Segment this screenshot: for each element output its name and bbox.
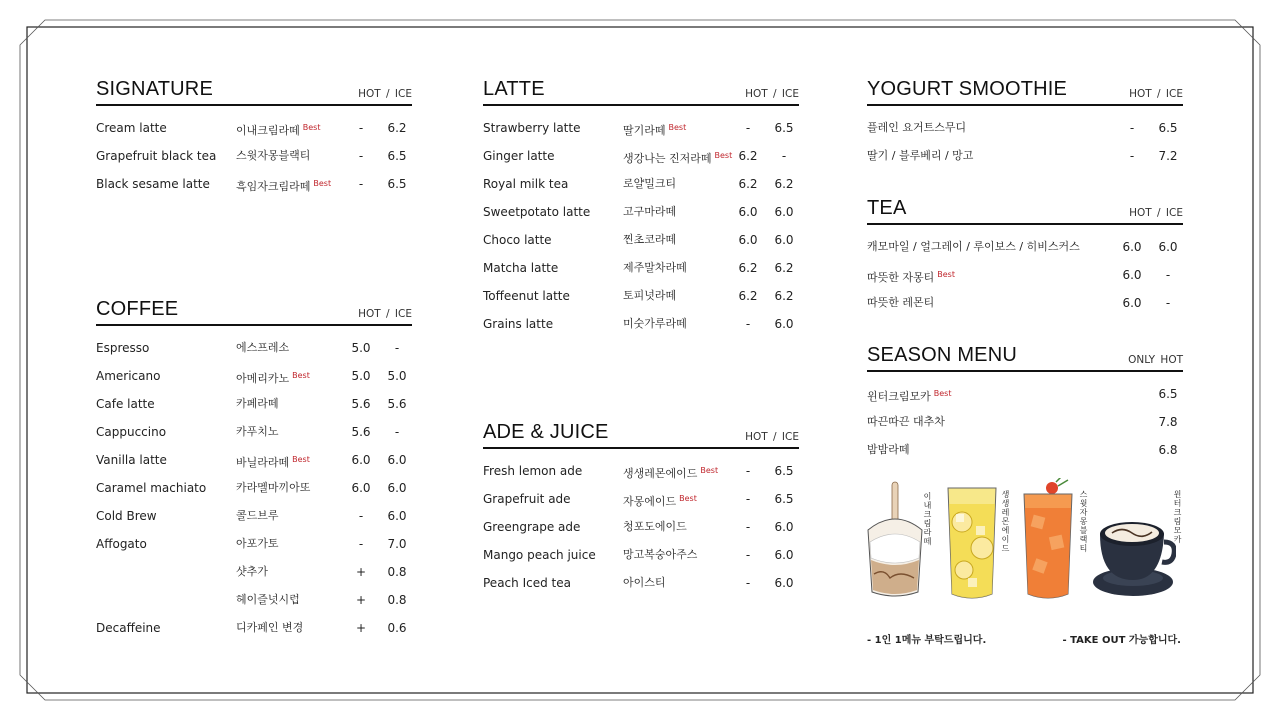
item-price: 7.8 xyxy=(1158,415,1178,429)
item-name-en: Mango peach juice xyxy=(483,548,596,562)
menu-row xyxy=(483,573,799,601)
item-name-en: Caramel machiato xyxy=(96,481,207,495)
item-name-en: Cold Brew xyxy=(96,509,157,523)
item-price-ice: 0.8 xyxy=(387,565,407,579)
item-name-ko-text: 아메리카노 xyxy=(236,372,290,385)
item-name-ko xyxy=(623,260,687,276)
item-name-ko xyxy=(867,267,955,286)
item-name-ko-text: 토피넛라떼 xyxy=(623,289,677,302)
item-price-ice: 6.0 xyxy=(774,576,794,590)
item-price-ice: 5.0 xyxy=(387,369,407,383)
menu-row xyxy=(483,517,799,545)
menu-list xyxy=(867,118,1183,174)
menu-row xyxy=(96,146,412,174)
menu-row xyxy=(96,118,412,146)
item-price-hot: - xyxy=(745,121,751,135)
item-name-ko-text: 따뜻한 자몽티 xyxy=(867,271,935,284)
item-name-ko xyxy=(623,547,697,563)
item-price-ice: - xyxy=(1165,296,1171,310)
item-name-ko xyxy=(236,368,310,387)
item-price-ice: 7.2 xyxy=(1158,149,1178,163)
item-price-ice: 6.0 xyxy=(1158,240,1178,254)
item-name-ko xyxy=(867,442,910,458)
item-name-en: Matcha latte xyxy=(483,261,559,275)
item-name-en: Cappuccino xyxy=(96,425,167,439)
item-price: 6.8 xyxy=(1158,443,1178,457)
item-name-ko xyxy=(867,239,1080,255)
season-header xyxy=(867,344,1183,372)
item-price-hot: + xyxy=(355,593,367,607)
item-price-hot: 6.0 xyxy=(351,453,371,467)
item-name-en: Decaffeine xyxy=(96,621,161,635)
best-badge: Best xyxy=(714,151,733,160)
item-name-ko xyxy=(623,491,697,510)
item-name-ko-text: 스윗자몽블랙티 xyxy=(236,149,311,162)
illustration-label: 윈터크림모카 xyxy=(1173,490,1182,544)
item-name-ko xyxy=(236,620,303,636)
item-name-ko xyxy=(867,414,945,430)
item-price: 6.5 xyxy=(1158,387,1178,401)
section-title: COFFEE xyxy=(96,298,179,320)
menu-row xyxy=(96,338,412,366)
item-price-hot: - xyxy=(358,121,364,135)
best-badge: Best xyxy=(937,270,955,279)
menu-row xyxy=(96,506,412,534)
item-price-hot: 6.2 xyxy=(738,289,758,303)
item-name-ko xyxy=(623,519,687,535)
item-name-en: Americano xyxy=(96,369,161,383)
temp-legend: HOT / ICE xyxy=(358,88,412,100)
item-name-ko-text: 자몽에이드 xyxy=(623,495,677,508)
menu-row xyxy=(867,293,1183,321)
item-price-ice: - xyxy=(781,149,787,163)
tea-section xyxy=(867,197,1183,321)
item-name-ko xyxy=(623,575,666,591)
menu-row xyxy=(96,394,412,422)
menu-row xyxy=(483,118,799,146)
item-name-ko xyxy=(867,386,951,405)
menu-row xyxy=(96,618,412,646)
menu-row xyxy=(96,174,412,202)
item-name-ko xyxy=(236,396,279,412)
item-price-ice: 0.8 xyxy=(387,593,407,607)
item-name-en: Toffeenut latte xyxy=(483,289,570,303)
illustration-label: 이내크림라떼 xyxy=(923,492,932,546)
item-name-ko-text: 캐모마일 / 얼그레이 / 루이보스 / 히비스커스 xyxy=(867,240,1080,253)
section-title: SEASON MENU xyxy=(867,344,1018,366)
tea-header xyxy=(867,197,1183,225)
item-name-en: Peach Iced tea xyxy=(483,576,571,590)
item-name-ko xyxy=(867,148,973,164)
menu-row xyxy=(96,562,412,590)
item-name-en: Black sesame latte xyxy=(96,177,210,191)
item-name-en: Cream latte xyxy=(96,121,167,135)
item-price-hot: - xyxy=(358,149,364,163)
item-name-ko xyxy=(236,564,268,580)
item-price-hot: - xyxy=(745,464,751,478)
item-name-en: Cafe latte xyxy=(96,397,155,411)
item-price-ice: 6.0 xyxy=(387,453,407,467)
item-price-hot: - xyxy=(745,520,751,534)
item-name-en: Greengrape ade xyxy=(483,520,581,534)
item-name-ko-text: 고구마라떼 xyxy=(623,205,677,218)
item-name-ko-text: 디카페인 변경 xyxy=(236,621,304,634)
menu-row xyxy=(96,366,412,394)
item-name-ko-text: 딸기 / 블루베리 / 망고 xyxy=(867,149,974,162)
item-name-ko-text: 바닐라라떼 xyxy=(236,456,290,469)
season-menu-section xyxy=(867,344,1183,468)
item-name-ko-text: 흑임자크림라떼 xyxy=(236,180,311,193)
item-name-ko-text: 미숫가루라떼 xyxy=(623,317,687,330)
item-name-en: Fresh lemon ade xyxy=(483,464,583,478)
item-price-ice: 6.0 xyxy=(774,317,794,331)
menu-list xyxy=(96,118,412,202)
item-price-ice: 6.2 xyxy=(387,121,407,135)
item-price-hot: + xyxy=(355,565,367,579)
item-price-hot: 6.0 xyxy=(1122,296,1142,310)
section-title: YOGURT SMOOTHIE xyxy=(867,78,1068,100)
item-price-hot: + xyxy=(355,621,367,635)
best-badge: Best xyxy=(302,123,321,132)
item-price-hot: 5.0 xyxy=(351,341,371,355)
temp-legend: HOT / ICE xyxy=(745,88,799,100)
item-price-hot: 6.0 xyxy=(1122,268,1142,282)
cream-latte-illustration xyxy=(860,478,930,604)
lemon-ade-illustration xyxy=(940,478,1004,604)
menu-list xyxy=(867,384,1183,468)
item-price-hot: - xyxy=(1129,121,1135,135)
item-name-ko-text: 망고복숭아주스 xyxy=(623,548,698,561)
item-name-ko xyxy=(623,316,687,332)
ade-juice-header xyxy=(483,421,799,449)
winter-mocha-illustration xyxy=(1090,478,1176,604)
item-price-hot: 6.0 xyxy=(351,481,371,495)
menu-row xyxy=(867,384,1183,412)
item-name-ko xyxy=(236,480,310,496)
item-name-ko xyxy=(623,232,676,248)
item-price-ice: 6.0 xyxy=(774,233,794,247)
item-name-ko-text: 아이스티 xyxy=(623,576,666,589)
item-price-hot: - xyxy=(358,509,364,523)
item-price-ice: 6.5 xyxy=(774,492,794,506)
menu-list xyxy=(483,461,799,601)
coffee-header xyxy=(96,298,412,326)
item-name-en: Grains latte xyxy=(483,317,554,331)
item-name-ko xyxy=(623,148,732,167)
item-name-ko xyxy=(623,204,676,220)
item-name-ko xyxy=(236,340,289,356)
item-price-ice: 6.0 xyxy=(387,481,407,495)
item-name-ko xyxy=(867,295,934,311)
menu-row xyxy=(483,146,799,174)
item-name-ko xyxy=(623,176,676,192)
menu-row xyxy=(483,230,799,258)
item-name-ko xyxy=(236,508,279,524)
best-badge: Best xyxy=(313,179,332,188)
temp-legend: HOT / ICE xyxy=(745,431,799,443)
item-name-en: Vanilla latte xyxy=(96,453,167,467)
menu-list xyxy=(483,118,799,342)
item-name-ko-text: 로얄밀크티 xyxy=(623,177,677,190)
yogurt-header xyxy=(867,78,1183,106)
item-name-ko-text: 따뜻한 레몬티 xyxy=(867,296,935,309)
item-name-ko-text: 청포도에이드 xyxy=(623,520,687,533)
item-name-ko-text: 헤이즐넛시럽 xyxy=(236,593,300,606)
item-name-ko-text: 카페라떼 xyxy=(236,397,279,410)
footer-note-right: - TAKE OUT 가능합니다. xyxy=(1062,635,1181,646)
temp-legend: HOT / ICE xyxy=(358,308,412,320)
item-name-en: Strawberry latte xyxy=(483,121,581,135)
menu-row xyxy=(96,450,412,478)
item-name-ko xyxy=(236,148,310,164)
item-price-ice: - xyxy=(1165,268,1171,282)
item-name-ko-text: 제주말차라떼 xyxy=(623,261,687,274)
item-name-ko-text: 아포가토 xyxy=(236,537,279,550)
item-price-ice: 6.5 xyxy=(387,149,407,163)
menu-row xyxy=(96,478,412,506)
item-name-ko-text: 생생레몬에이드 xyxy=(623,467,698,480)
item-price-hot: 6.2 xyxy=(738,177,758,191)
item-price-ice: - xyxy=(394,341,400,355)
item-price-ice: 5.6 xyxy=(387,397,407,411)
menu-row xyxy=(483,461,799,489)
best-badge: Best xyxy=(679,494,697,503)
yogurt-smoothie-section xyxy=(867,78,1183,174)
menu-row xyxy=(867,440,1183,468)
item-price-hot: - xyxy=(745,548,751,562)
item-price-hot: 6.0 xyxy=(1122,240,1142,254)
item-name-ko-text: 에스프레소 xyxy=(236,341,290,354)
item-price-hot: 5.0 xyxy=(351,369,371,383)
item-name-en: Grapefruit black tea xyxy=(96,149,217,163)
ade-juice-section xyxy=(483,421,799,601)
best-badge: Best xyxy=(292,455,310,464)
item-price-ice: 6.0 xyxy=(387,509,407,523)
illustration-label: 스윗자몽블랙티 xyxy=(1079,490,1088,553)
item-price-hot: - xyxy=(358,537,364,551)
menu-row xyxy=(483,174,799,202)
item-name-ko-text: 플레인 요거트스무디 xyxy=(867,121,967,134)
item-price-ice: 6.5 xyxy=(1158,121,1178,135)
menu-row xyxy=(96,534,412,562)
item-price-ice: 6.2 xyxy=(774,261,794,275)
menu-row xyxy=(483,314,799,342)
menu-row xyxy=(867,237,1183,265)
item-name-ko-text: 카라멜마끼아또 xyxy=(236,481,311,494)
menu-list xyxy=(96,338,412,646)
item-price-hot: - xyxy=(745,492,751,506)
section-title: LATTE xyxy=(483,78,545,100)
item-price-hot: - xyxy=(745,317,751,331)
item-name-ko xyxy=(236,424,279,440)
best-badge: Best xyxy=(933,389,952,398)
menu-row xyxy=(96,422,412,450)
item-price-ice: 6.0 xyxy=(774,520,794,534)
menu-list xyxy=(867,237,1183,321)
item-name-en: Affogato xyxy=(96,537,147,551)
item-name-ko xyxy=(623,463,718,482)
signature-section xyxy=(96,78,412,202)
item-price-ice: 6.5 xyxy=(774,464,794,478)
item-price-hot: 6.0 xyxy=(738,233,758,247)
item-name-ko-text: 이내크림라떼 xyxy=(236,124,300,137)
item-name-ko xyxy=(867,120,966,136)
item-name-ko-text: 샷추가 xyxy=(236,565,268,578)
grapefruit-tea-illustration xyxy=(1018,478,1078,604)
item-name-ko-text: 딸기라떼 xyxy=(623,124,666,137)
coffee-section xyxy=(96,298,412,646)
item-name-ko xyxy=(623,120,686,139)
item-price-hot: 6.2 xyxy=(738,261,758,275)
section-title: SIGNATURE xyxy=(96,78,213,100)
item-name-ko-text: 생강나는 진저라떼 xyxy=(623,152,712,165)
item-price-ice: - xyxy=(394,425,400,439)
item-name-ko-text: 카푸치노 xyxy=(236,425,279,438)
menu-row xyxy=(483,258,799,286)
item-name-ko-text: 따끈따끈 대추차 xyxy=(867,415,945,428)
item-name-ko-text: 콜드브루 xyxy=(236,509,279,522)
temp-legend: HOT / ICE xyxy=(1129,207,1183,219)
item-name-en: Espresso xyxy=(96,341,150,355)
best-badge: Best xyxy=(292,371,310,380)
item-price-ice: 6.5 xyxy=(774,121,794,135)
item-price-ice: 6.2 xyxy=(774,177,794,191)
item-price-ice: 6.5 xyxy=(387,177,407,191)
menu-row xyxy=(867,412,1183,440)
menu-row xyxy=(483,202,799,230)
item-price-hot: 6.0 xyxy=(738,205,758,219)
item-price-hot: 6.2 xyxy=(738,149,758,163)
item-name-ko xyxy=(236,536,279,552)
menu-row xyxy=(483,545,799,573)
section-title: TEA xyxy=(867,197,907,219)
signature-header xyxy=(96,78,412,106)
latte-section xyxy=(483,78,799,342)
item-name-en: Ginger latte xyxy=(483,149,555,163)
item-price-hot: 5.6 xyxy=(351,425,371,439)
illustration-label: 생생레몬에이드 xyxy=(1001,490,1010,553)
temp-legend: ONLY HOT xyxy=(1128,354,1183,366)
item-name-ko-text: 찐초코라떼 xyxy=(623,233,677,246)
menu-row xyxy=(867,118,1183,146)
footer-note-left: - 1인 1메뉴 부탁드립니다. xyxy=(867,635,987,646)
menu-row xyxy=(867,146,1183,174)
item-name-ko xyxy=(236,592,300,608)
menu-row xyxy=(867,265,1183,293)
item-price-hot: - xyxy=(1129,149,1135,163)
item-name-ko xyxy=(623,288,676,304)
item-name-ko xyxy=(236,176,331,195)
section-title: ADE & JUICE xyxy=(483,421,609,443)
item-price-ice: 7.0 xyxy=(387,537,407,551)
item-name-en: Choco latte xyxy=(483,233,552,247)
item-name-en: Grapefruit ade xyxy=(483,492,571,506)
item-price-ice: 6.2 xyxy=(774,289,794,303)
item-price-hot: - xyxy=(745,576,751,590)
item-price-ice: 6.0 xyxy=(774,205,794,219)
item-name-en: Royal milk tea xyxy=(483,177,569,191)
item-name-en: Sweetpotato latte xyxy=(483,205,591,219)
item-name-ko xyxy=(236,120,320,139)
menu-row xyxy=(96,590,412,618)
item-name-ko xyxy=(236,452,310,471)
temp-legend: HOT / ICE xyxy=(1129,88,1183,100)
item-name-ko-text: 밤밤라떼 xyxy=(867,443,910,456)
item-price-ice: 6.0 xyxy=(774,548,794,562)
item-price-hot: - xyxy=(358,177,364,191)
best-badge: Best xyxy=(700,466,719,475)
item-price-ice: 0.6 xyxy=(387,621,407,635)
item-name-ko-text: 윈터크림모카 xyxy=(867,390,931,403)
menu-row xyxy=(483,286,799,314)
menu-row xyxy=(483,489,799,517)
best-badge: Best xyxy=(668,123,687,132)
latte-header xyxy=(483,78,799,106)
item-price-hot: 5.6 xyxy=(351,397,371,411)
